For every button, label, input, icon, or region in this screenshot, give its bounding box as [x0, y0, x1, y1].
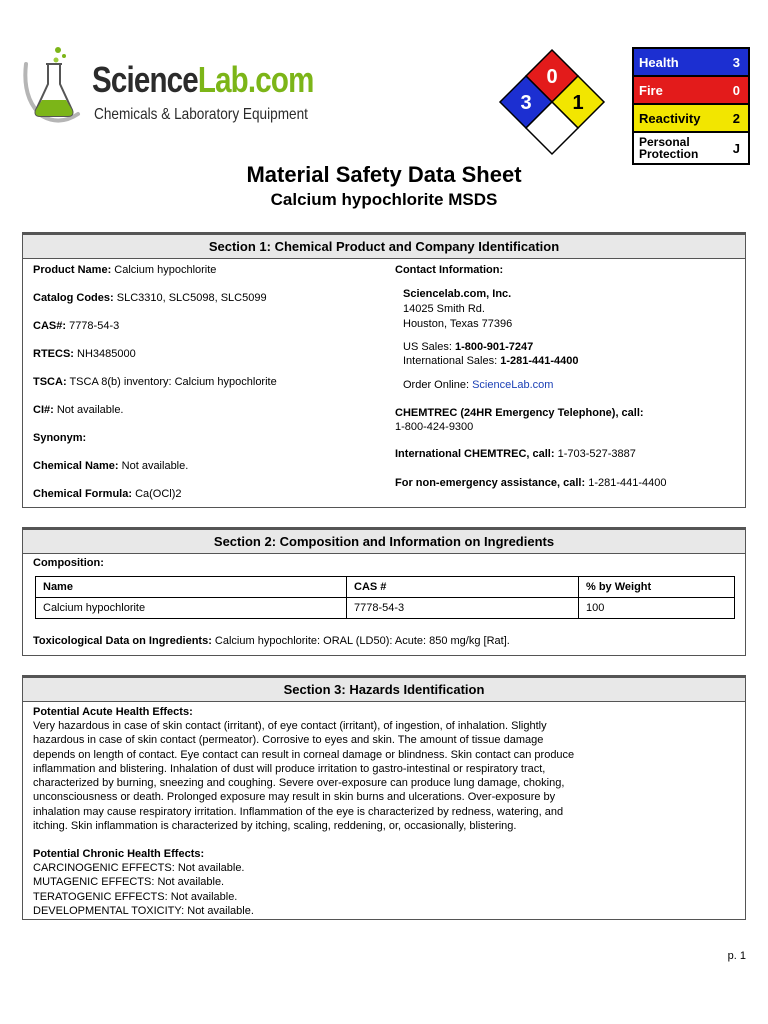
chemical-formula: Chemical Formula: Ca(OCl)2 [33, 488, 182, 500]
brand-tagline: Chemicals & Laboratory Equipment [94, 106, 308, 123]
table-cell: Calcium hypochlorite [36, 598, 347, 619]
section-1 [22, 232, 746, 508]
section-2 [22, 527, 746, 656]
column-header: CAS # [347, 577, 579, 598]
hmis-row-reactivity: Reactivity 2 [634, 105, 748, 133]
ci-number: CI#: Not available. [33, 404, 124, 416]
hmis-row-fire: Fire 0 [634, 77, 748, 105]
nfpa-fire-value: 0 [546, 66, 558, 88]
page-subtitle: Calcium hypochlorite MSDS [270, 190, 498, 209]
hmis-label [632, 47, 750, 165]
section-3 [22, 675, 746, 920]
intl-sales: International Sales: 1-281-441-4400 [403, 355, 579, 367]
tsca: TSCA: TSCA 8(b) inventory: Calcium hypochlorite [33, 376, 277, 388]
hmis-row-ppe: Personal Protection J [634, 133, 748, 163]
cas-number: CAS#: 7778-54-3 [33, 320, 120, 332]
table-cell: 7778-54-3 [347, 598, 579, 619]
chemical-name: Chemical Name: Not available. [33, 460, 189, 472]
table-row [36, 598, 735, 619]
flask-icon [20, 44, 90, 124]
chemtrec-phone: 1-800-424-9300 [395, 421, 474, 433]
nfpa-diamond [498, 48, 606, 156]
section-heading: Section 3: Hazards Identification [23, 676, 745, 702]
address-line-1: 14025 Smith Rd. [403, 303, 485, 315]
us-sales: US Sales: 1-800-901-7247 [403, 341, 534, 353]
section-heading: Section 2: Composition and Information on Ingredients [23, 528, 745, 554]
rtecs: RTECS: NH3485000 [33, 348, 136, 360]
chronic-effects-label: Potential Chronic Health Effects: [33, 848, 205, 860]
hmis-row-health: Health 3 [634, 49, 748, 77]
intl-chemtrec: International CHEMTREC, call: 1-703-527-3887 [395, 448, 636, 460]
composition-table [35, 576, 735, 619]
nfpa-health-value: 3 [520, 92, 532, 114]
table-header-row [36, 577, 735, 598]
page-number: p. 1 [727, 950, 746, 962]
order-online: Order Online: ScienceLab.com [403, 379, 554, 391]
synonym: Synonym: [33, 432, 87, 444]
company-name: Sciencelab.com, Inc. [403, 288, 512, 300]
acute-effects-text: Very hazardous in case of skin contact (irritant), of eye contact (irritant), of ingestion, of inhalation. Slightly hazardous in case of skin contact (permeator). Corrosive to eyes and skin. The amount of tissue damage depends on length of contact. Eye contact can result in corneal damage or blindness. Skin contact can produce inflammation and blistering. Inhalation of dust will produce irritation to gastro-intestinal or respiratory tract, characterized by burning, sneezing and coughing. Severe over-exposure can produce lung damage, choking, unconsciousness or death. Prolonged exposure may result in skin burns and ulcerations. Over-exposure by inhalation may cause respiratory irritation. Inflammation of the eye is characterized by redness, watering, and itching. Skin inflammation is characterized by itching, scaling, reddening, or, occasionally, blistering. [33, 720, 575, 833]
chronic-effects-text: CARCINOGENIC EFFECTS: Not available. MUTAGENIC EFFECTS: Not available. TERATOGENIC EFFECTS: Not available. DEVELOPMENTAL TOXICITY: Not available. [33, 862, 254, 917]
table-cell: 100 [579, 598, 735, 619]
composition-label: Composition: [33, 557, 104, 569]
page-title: Material Safety Data Sheet [246, 162, 522, 187]
catalog-codes: Catalog Codes: SLC3310, SLC5098, SLC5099 [33, 292, 267, 304]
contact-label: Contact Information: [395, 264, 504, 276]
brand-name: ScienceLab.com [92, 59, 314, 100]
toxicological-data: Toxicological Data on Ingredients: Calcium hypochlorite: ORAL (LD50): Acute: 850 mg/kg [Rat]. [33, 635, 510, 647]
logo [20, 44, 90, 124]
section-heading: Section 1: Chemical Product and Company Identification [23, 233, 745, 259]
address-line-2: Houston, Texas 77396 [403, 318, 513, 330]
column-header: % by Weight [579, 577, 735, 598]
non-emergency: For non-emergency assistance, call: 1-281-441-4400 [395, 477, 667, 489]
column-header: Name [36, 577, 347, 598]
order-online-link[interactable]: ScienceLab.com [472, 379, 554, 391]
nfpa-reactivity-value: 1 [572, 92, 584, 114]
chemtrec-label: CHEMTREC (24HR Emergency Telephone), call: [395, 407, 644, 419]
acute-effects-label: Potential Acute Health Effects: [33, 706, 193, 718]
product-name: Product Name: Calcium hypochlorite [33, 264, 217, 276]
